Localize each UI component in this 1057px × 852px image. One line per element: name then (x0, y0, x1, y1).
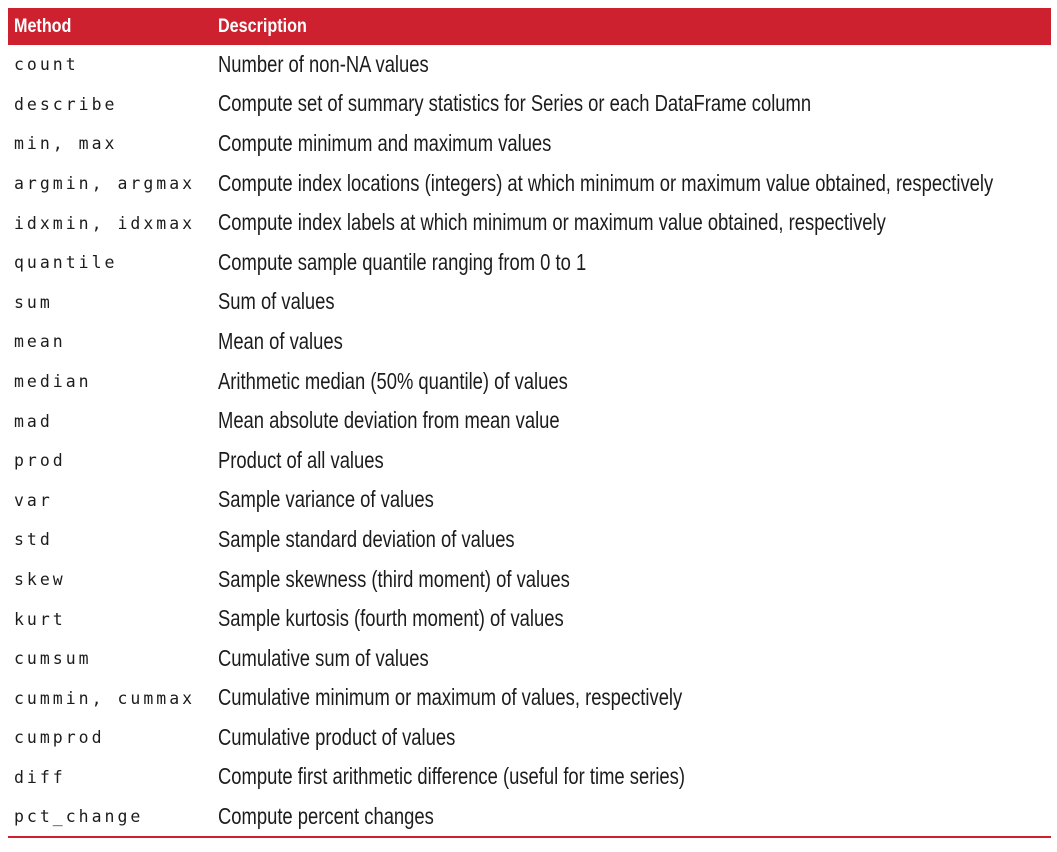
header-row (8, 8, 1051, 45)
description-cell (218, 45, 1051, 85)
description-cell (218, 124, 1051, 164)
description-text: Compute set of summary statistics for Series or each DataFrame column (218, 90, 812, 117)
description-text: Cumulative product of values (218, 723, 456, 750)
method-cell: prod (14, 451, 66, 471)
method-cell: idxmin, idxmax (14, 213, 196, 233)
method-cell: cumsum (14, 649, 92, 669)
table-row (8, 45, 1051, 85)
description-text: Cumulative sum of values (218, 644, 429, 671)
description-cell (218, 758, 1051, 798)
method-cell: var (14, 490, 53, 510)
description-cell (218, 362, 1051, 402)
method-cell: pct_change (14, 807, 144, 827)
table-row (8, 85, 1051, 125)
description-cell (218, 322, 1051, 362)
table-row (8, 639, 1051, 679)
description-text: Mean absolute deviation from mean value (218, 407, 560, 434)
method-cell: count (14, 55, 79, 75)
table-header (8, 8, 1051, 45)
table-row (8, 679, 1051, 719)
methods-table (8, 8, 1051, 838)
table-row (8, 560, 1051, 600)
description-cell (218, 441, 1051, 481)
method-cell: cumprod (14, 728, 105, 748)
description-cell (218, 560, 1051, 600)
description-text: Sample standard deviation of values (218, 525, 515, 552)
description-cell (218, 203, 1051, 243)
description-cell (218, 599, 1051, 639)
description-cell (218, 718, 1051, 758)
method-cell: mean (14, 332, 66, 352)
table-row (8, 283, 1051, 323)
table-row (8, 164, 1051, 204)
description-cell (218, 797, 1051, 837)
column-header-method-label: Method (14, 15, 72, 37)
column-header-description (218, 8, 1051, 45)
method-cell: min, max (14, 134, 118, 154)
table-row (8, 243, 1051, 283)
method-cell: kurt (14, 609, 66, 629)
description-text: Product of all values (218, 446, 384, 473)
column-header-method (8, 8, 218, 45)
description-cell (218, 520, 1051, 560)
description-text: Sample skewness (third moment) of values (218, 565, 570, 592)
description-text: Compute minimum and maximum values (218, 129, 552, 156)
description-cell (218, 85, 1051, 125)
table-row (8, 203, 1051, 243)
description-cell (218, 639, 1051, 679)
description-text: Sample variance of values (218, 486, 434, 513)
description-text: Number of non-NA values (218, 50, 429, 77)
method-cell: mad (14, 411, 53, 431)
method-cell: sum (14, 292, 53, 312)
description-text: Cumulative minimum or maximum of values, respectively (218, 684, 683, 711)
method-cell: std (14, 530, 53, 550)
description-cell (218, 243, 1051, 283)
table-row (8, 797, 1051, 837)
table-row (8, 124, 1051, 164)
table-row (8, 758, 1051, 798)
description-cell (218, 283, 1051, 323)
table-row (8, 599, 1051, 639)
table-row (8, 322, 1051, 362)
description-text: Arithmetic median (50% quantile) of values (218, 367, 568, 394)
description-text: Compute first arithmetic difference (useful for time series) (218, 763, 685, 790)
method-cell: median (14, 372, 92, 392)
method-cell: skew (14, 570, 66, 590)
description-text: Mean of values (218, 327, 343, 354)
table-row (8, 520, 1051, 560)
method-cell: quantile (14, 253, 118, 273)
description-text: Compute percent changes (218, 802, 434, 829)
description-cell (218, 481, 1051, 521)
description-text: Compute sample quantile ranging from 0 to 1 (218, 248, 587, 275)
methods-table-container (8, 8, 1051, 838)
method-cell: describe (14, 94, 118, 114)
description-cell (218, 679, 1051, 719)
method-cell: argmin, argmax (14, 174, 196, 194)
table-row (8, 401, 1051, 441)
description-cell (218, 401, 1051, 441)
column-header-description-label: Description (218, 15, 307, 37)
method-cell: diff (14, 767, 66, 787)
table-row (8, 441, 1051, 481)
table-row (8, 718, 1051, 758)
description-text: Compute index locations (integers) at which minimum or maximum value obtained, respectively (218, 169, 994, 196)
description-cell (218, 164, 1051, 204)
table-row (8, 362, 1051, 402)
description-text: Sum of values (218, 288, 335, 315)
description-text: Compute index labels at which minimum or maximum value obtained, respectively (218, 209, 886, 236)
description-text: Sample kurtosis (fourth moment) of values (218, 605, 564, 632)
table-row (8, 481, 1051, 521)
method-cell: cummin, cummax (14, 688, 196, 708)
table-body (8, 45, 1051, 837)
